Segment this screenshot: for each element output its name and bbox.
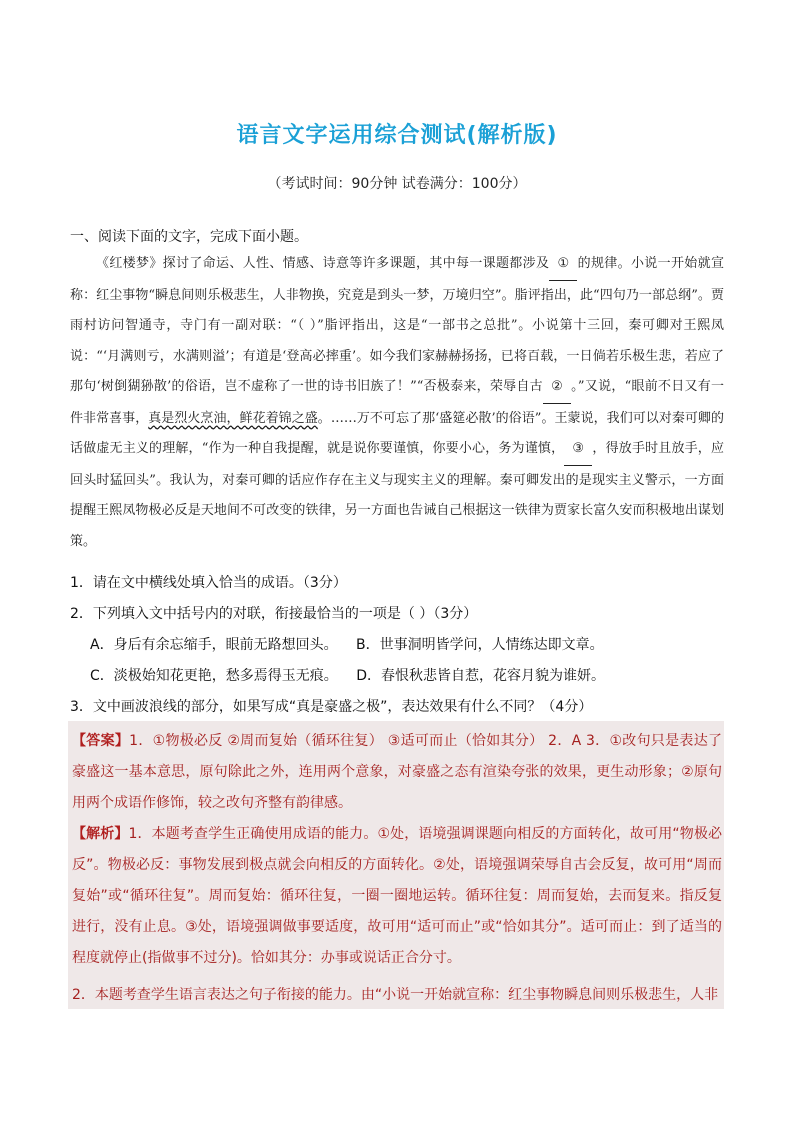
option-row	[90, 665, 605, 685]
wavy-underlined-text: 真是烈火烹油，鲜花着锦之盛	[148, 410, 318, 426]
option-d: D．春恨秋悲皆自惹，花容月貌为谁妍。	[356, 668, 606, 684]
passage-text: 《红楼梦》探讨了命运、人性、情感、诗意等许多课题，其中每一课题都涉及	[96, 256, 550, 271]
answer-block	[72, 726, 722, 819]
passage-text: 。……万不可忘了那‘盛筵必散’的俗语”。王蒙说，我们可以对秦可卿的话做虚无主义的理解，“作为一种自我提醒，就是说你要谨慎，你要小心，务为谨慎，	[70, 410, 724, 456]
passage-text: 的规律。小说一开始就宣称：红尘事物“瞬息间则乐极悲生，人非物换，究竟是到头一梦，万境归空”。脂评指出，此“四句乃一部总纲”。贾雨村访问智通寺，寺门有一副对联：“（ ）”脂评指出，这是“一部书之总批”。小说第十三回，秦可卿对王熙凤说：“‘月满则亏，水满则溢’；有道是‘登高必摔重’。如今我们家赫赫扬扬，已将百载，一日倘若乐极生悲，若应了那句‘树倒猢狲散’的俗语，岂不虚称了一世的诗书旧族了！”“否极泰来，荣辱自古	[70, 256, 724, 394]
option-b: B．世事洞明皆学问，人情练达即文章。	[356, 637, 604, 653]
reading-passage	[70, 249, 724, 557]
blank-2: ②	[543, 372, 571, 404]
analysis-text: 1．本题考查学生正确使用成语的能力。①处，语境强调课题向相反的方面转化，故可用“物极必反”。物极必反：事物发展到极点就会向相反的方面转化。②处，语境强调荣辱自古会反复，故可用“周而复始”或“循环往复”。周而复始：循环往复，一圈一圈地运转。循环往复：周而复始，去而复来。指反复进行，没有止息。③处，语境强调做事要适度，故可用“适可而止”或“恰如其分”。适可而止：到了适当的程度就停止(指做事不过分)。恰如其分：办事或说话正合分寸。	[72, 826, 722, 966]
blank-1: ①	[549, 249, 577, 281]
analysis-block	[72, 819, 722, 974]
passage-text: 。”又说，“眼前不日又有一件非常喜事，	[70, 379, 725, 426]
option-row	[90, 634, 604, 654]
question-3: 3．文中画波浪线的部分，如果写成“真是豪盛之极”，表达效果有什么不同？（4分）	[70, 699, 593, 715]
option-a: A．身后有余忘缩手，眼前无路想回头。	[90, 637, 338, 653]
passage-text: ，得放手时且放手，应回头时猛回头”。我认为，对秦可卿的话应作存在主义与现实主义的理解。秦可卿发出的是现实主义警示，一方面提醒王熙凤物极必反是天地间不可改变的铁律，另一方面也告诫自己根据这一铁律为贾家长富久安而积极地出谋划策。	[70, 441, 724, 549]
analysis-text-2: 2．本题考查学生语言表达之句子衔接的能力。由“小说一开始就宣称：红尘事物瞬息间则乐极悲生，人非	[72, 987, 719, 1003]
question-1: 1．请在文中横线处填入恰当的成语。（3分）	[70, 575, 347, 591]
answer-tag: 【答案】	[72, 733, 130, 749]
analysis-block-2	[72, 980, 722, 1011]
blank-3: ③	[564, 434, 592, 466]
analysis-tag: 【解析】	[72, 826, 129, 842]
page-title: 语言文字运用综合测试(解析版)	[236, 123, 558, 148]
option-c: C．淡极始知花更艳，愁多焉得玉无痕。	[90, 668, 338, 684]
section-heading: 一、阅读下面的文字，完成下面小题。	[70, 229, 308, 245]
answer-text: 1．①物极必反 ②周而复始（循环往复） ③适可而止（恰如其分） 2．A 3．①改句只是表达了豪盛这一基本意思，原句除此之外，连用两个意象，对豪盛之态有渲染夸张的效果，更生动形象；②原句用两个成语作修饰，较之改句齐整有韵律感。	[72, 733, 722, 811]
question-2: 2．下列填入文中括号内的对联，衔接最恰当的一项是（ ）（3分）	[70, 606, 478, 622]
exam-info: （考试时间：90分钟 试卷满分：100分）	[267, 176, 527, 192]
